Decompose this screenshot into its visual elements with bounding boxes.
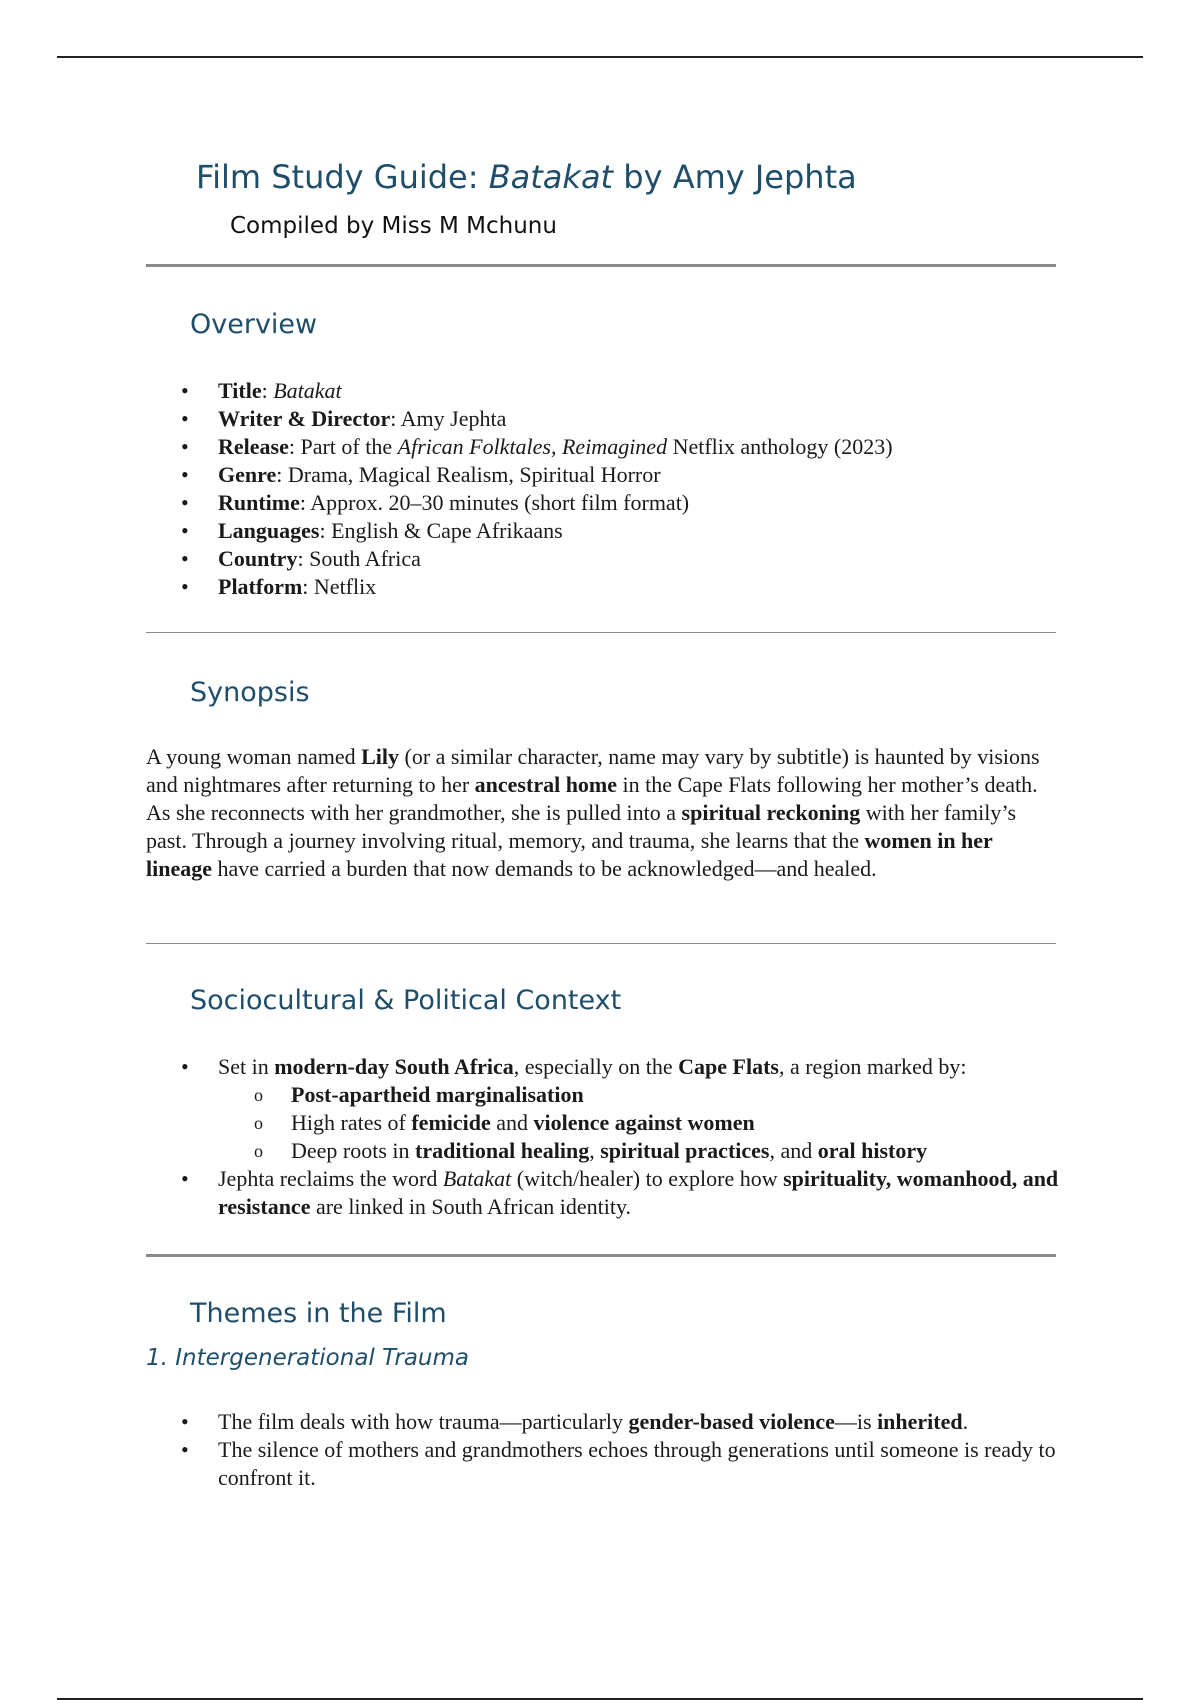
title-prefix: Film Study Guide:	[196, 158, 489, 196]
bold-text: Lily	[361, 744, 399, 769]
overview-item	[0, 517, 1060, 545]
text: are linked in South African identity.	[310, 1194, 632, 1219]
theme-item	[0, 1436, 1060, 1492]
context-item	[0, 1053, 1060, 1081]
page-subtitle: Compiled by Miss M Mchunu	[230, 213, 557, 239]
context-subitem	[0, 1081, 1060, 1109]
text: in the Cape Flats following her mother’s death. As she reconnects with her grandmother, she is pulled into a	[146, 772, 1038, 825]
text: :	[302, 574, 314, 599]
sub-bullet-marker: o	[254, 1113, 263, 1133]
text: :	[390, 406, 401, 431]
overview-list	[0, 377, 1060, 601]
page-title	[196, 158, 857, 196]
text: :	[319, 518, 332, 543]
bullet-marker: •	[181, 1166, 189, 1191]
divider	[146, 943, 1056, 944]
text: A young woman named	[146, 744, 362, 769]
item-label: Platform	[218, 574, 303, 599]
context-subitem	[0, 1109, 1060, 1137]
text: Deep roots in	[291, 1138, 416, 1163]
item-label: Languages	[218, 518, 320, 543]
bullet-marker: •	[181, 1054, 189, 1079]
overview-item	[0, 433, 1060, 461]
text: :	[261, 378, 274, 403]
text: , and	[769, 1138, 818, 1163]
bold-text: spiritual practices	[600, 1138, 770, 1163]
context-heading: Sociocultural & Political Context	[190, 985, 622, 1016]
bullet-marker: •	[181, 490, 189, 515]
text: :	[276, 462, 288, 487]
bold-text: femicide	[411, 1110, 491, 1135]
context-item	[0, 1165, 1060, 1221]
item-value: Approx. 20–30 minutes (short film format)	[310, 490, 690, 515]
title-film-name: Batakat	[488, 158, 614, 196]
bold-text: inherited	[877, 1409, 963, 1434]
item-label: Writer & Director	[218, 406, 391, 431]
overview-heading: Overview	[190, 309, 318, 340]
item-label: Genre	[218, 462, 277, 487]
item-value: South Africa	[309, 546, 421, 571]
divider	[146, 632, 1056, 633]
text: :	[288, 434, 301, 459]
text: , a region marked by:	[778, 1054, 967, 1079]
bold-text: women in her lineage	[146, 828, 993, 881]
text: ,	[589, 1138, 601, 1163]
themes-heading: Themes in the Film	[190, 1298, 447, 1329]
text: —is	[834, 1409, 878, 1434]
item-value: English & Cape Afrikaans	[331, 518, 563, 543]
overview-item	[0, 573, 1060, 601]
item-label: Country	[218, 546, 298, 571]
italic-text: Batakat	[442, 1166, 512, 1191]
text: The silence of mothers and grandmothers echoes through generations until someone is ready to confront it.	[218, 1437, 1056, 1490]
text: , especially on the	[513, 1054, 679, 1079]
context-subitem	[0, 1137, 1060, 1165]
item-value: Drama, Magical Realism, Spiritual Horror	[287, 462, 661, 487]
bullet-marker: •	[181, 462, 189, 487]
text: have carried a burden that now demands to be acknowledged—and healed.	[212, 856, 877, 881]
text: :	[297, 546, 310, 571]
text: with her family’s past. Through a journey involving ritual, memory, and trauma, she learns that the	[146, 800, 1017, 853]
overview-item	[0, 545, 1060, 573]
bold-text: modern-day South Africa	[274, 1054, 514, 1079]
bullet-marker: •	[181, 574, 189, 599]
text: Netflix anthology (2023)	[667, 434, 893, 459]
bold-text: gender-based violence	[628, 1409, 835, 1434]
synopsis-paragraph	[146, 743, 1046, 883]
italic-text: African Folktales, Reimagined	[397, 434, 668, 459]
text: Set in	[218, 1054, 275, 1079]
page-top-rule	[57, 56, 1143, 58]
title-suffix: by Amy Jephta	[613, 158, 857, 196]
bold-text: ancestral home	[474, 772, 618, 797]
item-value: Netflix	[313, 574, 377, 599]
theme-item	[0, 1408, 1060, 1436]
themes-list	[0, 1408, 1060, 1492]
bold-text: oral history	[817, 1138, 928, 1163]
bold-text: spirituality, womanhood, and resistance	[218, 1166, 1059, 1219]
item-value: Amy Jephta	[400, 406, 507, 431]
item-label: Title	[218, 378, 262, 403]
bullet-marker: •	[181, 434, 189, 459]
text: Part of the	[300, 434, 398, 459]
sub-bullet-marker: o	[254, 1141, 263, 1161]
bullet-marker: •	[181, 378, 189, 403]
overview-item	[0, 489, 1060, 517]
bullet-marker: •	[181, 1409, 189, 1434]
bold-text: violence against women	[533, 1110, 755, 1135]
text: Jephta reclaims the word	[218, 1166, 443, 1191]
bold-text: Cape Flats	[678, 1054, 779, 1079]
text: and	[490, 1110, 534, 1135]
text: The film deals with how trauma—particularly	[218, 1409, 629, 1434]
text: :	[299, 490, 311, 515]
text: (witch/healer) to explore how	[511, 1166, 784, 1191]
text: High rates of	[291, 1110, 412, 1135]
bold-text: traditional healing	[415, 1138, 590, 1163]
divider	[146, 1254, 1056, 1257]
overview-item	[0, 461, 1060, 489]
bullet-marker: •	[181, 546, 189, 571]
divider	[146, 264, 1056, 267]
overview-item	[0, 377, 1060, 405]
bullet-marker: •	[181, 518, 189, 543]
theme-subheading: 1. Intergenerational Trauma	[146, 1345, 470, 1371]
overview-item	[0, 405, 1060, 433]
bullet-marker: •	[181, 1437, 189, 1462]
context-list	[0, 1053, 1060, 1221]
bold-text: Post-apartheid marginalisation	[291, 1082, 584, 1107]
bullet-marker: •	[181, 406, 189, 431]
sub-bullet-marker: o	[254, 1085, 263, 1105]
text: .	[962, 1409, 969, 1434]
item-label: Runtime	[218, 490, 300, 515]
text: (or a similar character, name may vary by subtitle) is haunted by visions and nightmares after returning to her	[146, 744, 1040, 797]
item-label: Release	[218, 434, 289, 459]
italic-text: Batakat	[273, 378, 342, 403]
synopsis-heading: Synopsis	[190, 677, 310, 708]
bold-text: spiritual reckoning	[681, 800, 861, 825]
